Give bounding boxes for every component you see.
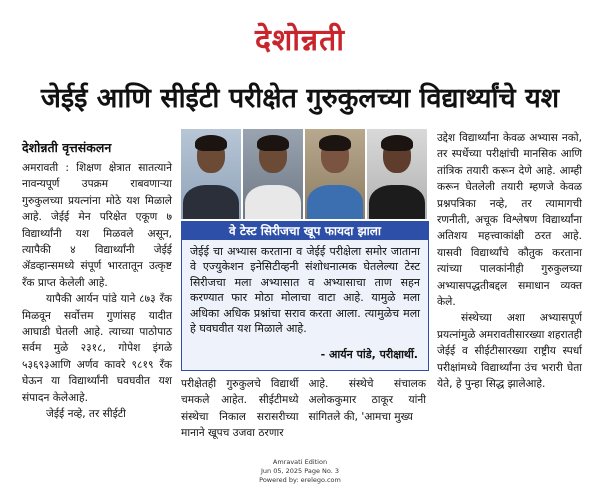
student-photo: [181, 129, 241, 219]
byline: देशोन्नती वृत्तसंकलन: [22, 140, 112, 155]
paragraph: यापैकी आर्यन पांडे याने ८७३ रँक मिळवून सर्वोत्तम गुणांसह यादीत आघाडी घेतली आहे. त्याच्या पाठोपाठ सर्वम मुळे २३१८, गोपेश इंगळे ५३६९३आणि अर्णव कावरे ९८१९ रँक घेऊन या विद्यार्थ्यांनी घवघवीत यश संपादन केलेआहे.: [22, 293, 172, 404]
page-footer: [0, 458, 600, 485]
student-photos: [181, 129, 427, 219]
student-photo: [243, 129, 303, 219]
footer-date-page: Jun 05, 2025 Page No. 3: [260, 467, 340, 475]
quote-body: जेईई चा अभ्यास करताना व जेईई परीक्षेला समोर जाताना वे एज्युकेशन इनेसिटीव्हनी संशोधनात्मक घेतलेल्या टेस्ट सिरीजचा मला अभ्यासात व अभ्यासाचा ताण सहन करण्यात फार मोठा मोलाचा वाटा आहे. यामुळे मला अधिका अधिक प्रश्नांचा सराव करता आला. त्यामुळेच मला हे घवघवीत यश मिळाले आहे.: [190, 245, 420, 336]
paragraph: उद्देश विद्यार्थ्यांना केवळ अभ्यास नको, तर स्पर्धेच्या परीक्षांची मानसिक आणि तांत्रिक तयारी करून देणे आहे. आम्ही करून घेतलेली तयारी म्हणजे केवळ प्रश्नपत्रिका नव्हे, तर त्यामागची रणनीती, अचूक विश्लेषण विद्यार्थ्यांना अतिशय महत्त्वाकांक्षी ठरत आहे. यासवी विद्यार्थ्यांचे कौतुक करताना त्यांच्या पालकांनीही गुरुकुलच्या अभ्यासपद्धतीबद्दल समाधान व्यक्त केले.: [437, 132, 582, 309]
quote-title: वे टेस्ट सिरीजचा खूप फायदा झाला: [182, 222, 428, 240]
masthead: देशोन्नती: [254, 23, 346, 58]
paragraph: जेईई नव्हे, तर सीईटी: [46, 408, 126, 421]
headline: जेईई आणि सीईटी परीक्षेत गुरुकुलच्या विद्यार्थ्यांचे यश: [40, 83, 560, 114]
student-photo: [367, 129, 427, 219]
footer-powered: Powered by: erelego.com: [259, 476, 341, 484]
paragraph: अमरावती : शिक्षण क्षेत्रात सातत्याने नावन्यपूर्ण उपक्रम राबवणाऱ्या गुरुकुलच्या प्रयत्नांना मोठे यश मिळाले आहे. जेईई मेन परिक्षेत एकूण ७ विद्यार्थ्यांनी यश मिळवले असून, त्यापैकी ४ विद्यार्थ्यांनी जेईई ॲडव्हान्समध्ये संपूर्ण भारतातून उत्कृष्ट रँक प्राप्त केलेली आहे.: [22, 162, 172, 289]
student-photo: [305, 129, 365, 219]
paragraph: परीक्षेतही गुरुकुलचे विद्यार्थी चमकले आहेत. सीईटीमध्ये संस्थेचा निकाल सरासरीच्या मानाने खूपच उजवा ठरणार: [181, 378, 299, 440]
article-column-3: [437, 130, 582, 393]
article-column-1: [22, 160, 172, 423]
paragraph: आहे. संस्थेचे संचालक अलोककुमार ठाकूर यांनी सांगितले की, 'आमचा मुख्य: [308, 378, 426, 423]
quote-signature: - आर्यन पांडे, परीक्षार्थी.: [320, 348, 418, 361]
article-column-2: [181, 376, 426, 442]
paragraph: संस्थेच्या अशा अभ्यासपूर्ण प्रयत्नांमुळे अमरावतीसारख्या शहरातही जेईई व सीईटीसारख्या राष्ट्रीय स्पर्धा परीक्षांमध्ये विद्यार्थ्यांना उंच भरारी घेता येते, हे पुन्हा सिद्ध झालेआहे.: [437, 312, 582, 391]
quote-box: [181, 221, 429, 371]
footer-edition: Amravati Edition: [272, 458, 328, 466]
